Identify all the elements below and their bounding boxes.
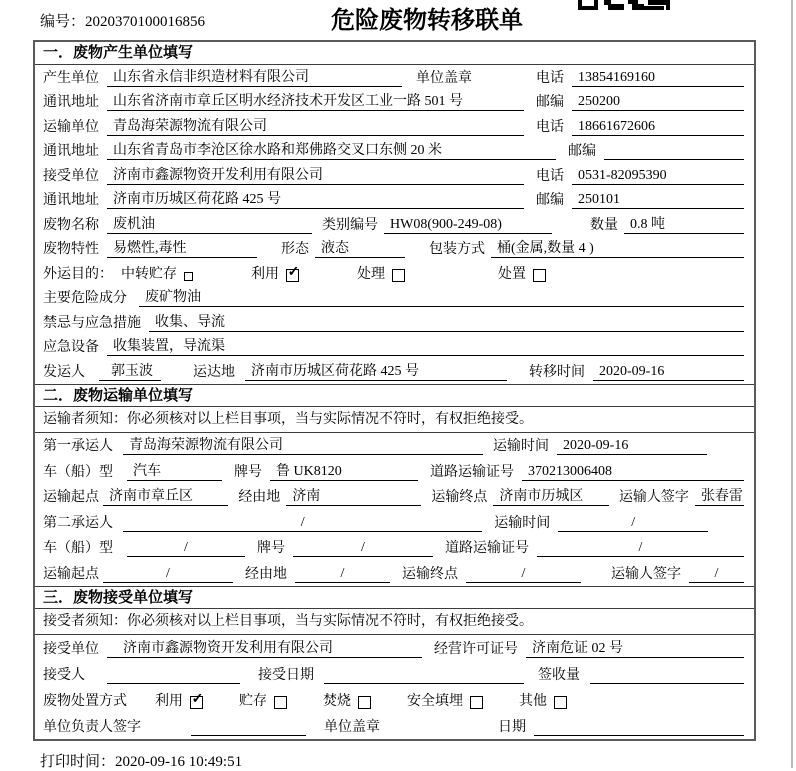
address-label: 通讯地址: [43, 95, 99, 110]
checkbox-option-treat: [357, 263, 405, 283]
zip-value: 250101: [572, 192, 744, 209]
manifest-form: [33, 40, 756, 741]
dispose-checkbox[interactable]: [533, 269, 546, 282]
page-title: 危险废物转移联单: [331, 8, 523, 34]
incinerate-checkbox[interactable]: [358, 696, 371, 709]
receiver-label: 接受单位: [43, 168, 99, 184]
road-license-blank-field: /: [537, 540, 744, 557]
serial-number-line: [40, 10, 205, 31]
acceptor-row: [35, 661, 754, 687]
acceptor-label: 接受人: [43, 667, 85, 683]
transporter-value: 青岛海荣源物流有限公司: [107, 115, 524, 136]
treat-checkbox[interactable]: [392, 269, 405, 282]
checkbox-option-other: [519, 690, 567, 710]
date-label: 日期: [498, 719, 526, 735]
disposal-label: 废物处置方式: [43, 693, 127, 709]
receiver-address-row: [35, 188, 754, 213]
phone-label: 电话: [536, 119, 564, 135]
producer-address-row: [35, 90, 754, 115]
zip-label: 邮编: [568, 144, 596, 159]
phone-value: 0531-82095390: [572, 168, 744, 185]
sign-quantity-label: 签收量: [538, 667, 580, 683]
transporter-address-row: [35, 139, 754, 164]
plate-value: 鲁 UK8120: [270, 460, 418, 481]
serial-value: 2020370100016856: [85, 14, 206, 30]
recycle-checkbox[interactable]: [190, 691, 204, 709]
vehicle-type-blank-field: /: [127, 540, 245, 557]
unit-seal-label: 单位盖章: [416, 70, 472, 86]
carrier1-value: 青岛海荣源物流有限公司: [123, 434, 483, 455]
via-label: 经由地: [245, 566, 287, 582]
receiver-notice: 接受者须知：你必须核对以上栏目事项，当与实际情况不符时，有权拒绝接受。: [35, 609, 754, 635]
waste-name-row: [35, 212, 754, 237]
transport-time-label: 运输时间: [493, 439, 549, 454]
checkbox-label: 贮存: [239, 693, 267, 709]
plate-label: 牌号: [257, 541, 285, 556]
checkbox-option-incinerate: [323, 690, 371, 710]
checkbox-label: 焚烧: [323, 693, 351, 709]
checkbox-label: 中转贮存: [121, 266, 177, 282]
producer-row: [35, 65, 754, 90]
address-value: 山东省青岛市李沧区徐水路和郑佛路交叉口东侧 20 米: [107, 139, 556, 160]
road-license-value: 370213006408: [522, 464, 744, 481]
transporter-row: [35, 114, 754, 139]
print-time-label: 打印时间：: [40, 754, 116, 770]
checkbox-option-recycle: [251, 263, 299, 283]
checkbox-label: 利用: [251, 266, 279, 282]
plate-label: 牌号: [234, 464, 262, 480]
check-mark: ✓: [287, 264, 300, 280]
waste-name-value: 废机油: [107, 213, 312, 234]
form-value: 液态: [315, 237, 405, 258]
emergency-measures-row: [35, 310, 754, 335]
waste-name-label: 废物名称: [43, 217, 99, 233]
vehicle-type-value: 汽车: [127, 460, 222, 481]
producer-label: 产生单位: [43, 70, 99, 86]
packaging-value: 桶(金属,数量 4 ): [491, 237, 744, 258]
carrier-sign-value: 张春雷: [695, 485, 744, 506]
unit-seal-label: 单位盖章: [324, 719, 380, 735]
route1-row: [35, 484, 754, 510]
transfer-time-value: 2020-09-16: [593, 364, 744, 381]
end-value: 济南市历城区: [493, 485, 609, 506]
carrier-sign-label: 运输人签字: [611, 566, 681, 582]
date-blank-field: [534, 735, 744, 736]
section3-header: 三．废物接受单位填写: [35, 586, 754, 609]
carrier1-row: [35, 433, 754, 459]
road-license-label: 道路运输证号: [445, 541, 529, 556]
carrier-sign-blank-field: /: [689, 566, 744, 583]
carrier-sign-label: 运输人签字: [618, 490, 689, 505]
origin-blank-field: /: [103, 566, 233, 583]
packaging-label: 包装方式: [429, 242, 485, 257]
shipper-row: [35, 359, 754, 384]
vehicle-type-label: 车（船）型: [43, 464, 113, 480]
print-time-value: 2020-09-16 10:49:51: [115, 754, 243, 770]
hazard-value: 废矿物油: [139, 286, 744, 307]
transit-storage-checkbox[interactable]: [184, 272, 193, 281]
accepting-unit-value: 济南市鑫源物资开发利用有限公司: [107, 637, 422, 658]
waste-characteristics-row: [35, 237, 754, 262]
checkbox-option-recycle: [155, 690, 203, 710]
accept-date-blank-field: [324, 683, 524, 684]
carrier2-row: [35, 509, 754, 535]
phone-value: 18661672606: [572, 119, 744, 136]
transporter-label: 运输单位: [43, 119, 99, 135]
check-mark: ✓: [191, 691, 204, 707]
zip-value: 250200: [572, 94, 744, 111]
road-license-label: 道路运输证号: [430, 464, 514, 480]
checkbox-option-dispose: [498, 263, 546, 283]
transfer-time-label: 转移时间: [529, 364, 585, 380]
responsible-sign-blank-field: [191, 735, 306, 736]
vehicle1-row: [35, 458, 754, 484]
accept-date-label: 接受日期: [258, 667, 314, 683]
quantity-label: 数量: [590, 217, 618, 233]
phone-value: 13854169160: [572, 70, 744, 87]
address-label: 通讯地址: [43, 144, 99, 159]
characteristics-value: 易燃性,毒性: [107, 237, 257, 258]
recycle-checkbox[interactable]: [286, 264, 300, 282]
phone-label: 电话: [536, 70, 564, 86]
address-label: 通讯地址: [43, 193, 99, 208]
category-label: 类别编号: [322, 217, 378, 233]
end-label: 运输终点: [431, 490, 488, 505]
transporter-notice: 运输者须知：你必须核对以上栏目事项，当与实际情况不符时，有权拒绝接受。: [35, 407, 754, 433]
other-checkbox[interactable]: [554, 696, 567, 709]
route2-row: [35, 560, 754, 586]
accepting-unit-row: [35, 635, 754, 661]
vehicle2-row: [35, 535, 754, 561]
equipment-value: 收集装置，导流渠: [107, 335, 744, 356]
equipment-label: 应急设备: [43, 340, 99, 355]
transport-time-blank-field: /: [558, 515, 708, 532]
zip-label: 邮编: [536, 193, 564, 208]
via-label: 经由地: [238, 490, 281, 505]
hazard-component-row: [35, 286, 754, 311]
carrier2-blank-field: /: [123, 515, 482, 532]
section2-header: 二．废物运输单位填写: [35, 384, 754, 407]
accepting-unit-label: 接受单位: [43, 641, 99, 657]
responsible-sign-label: 单位负责人签字: [43, 719, 141, 735]
checkbox-option-transit-storage: [121, 263, 193, 283]
purpose-label: 外运目的：: [43, 266, 113, 282]
emergency-equipment-row: [35, 335, 754, 360]
zip-label: 邮编: [536, 95, 564, 110]
disposal-method-row: [35, 687, 754, 713]
page-edge-divider: [791, 0, 793, 768]
receiver-value: 济南市鑫源物资开发利用有限公司: [107, 164, 524, 185]
transport-time-label: 运输时间: [494, 515, 551, 531]
checkbox-label: 处置: [498, 266, 526, 282]
category-value: HW08(900-249-08): [384, 217, 552, 234]
end-label: 运输终点: [402, 566, 458, 582]
address-value: 济南市历城区荷花路 425 号: [107, 188, 524, 209]
checkbox-option-storage: [239, 690, 287, 710]
origin-label: 运输起点: [43, 490, 99, 505]
producer-value: 山东省永信非织造材料有限公司: [107, 66, 402, 87]
taboo-value: 收集、导流: [149, 311, 744, 332]
acceptor-blank-field: [107, 683, 240, 684]
characteristics-label: 废物特性: [43, 242, 99, 257]
plate-blank-field: /: [293, 540, 433, 557]
transport-time-value: 2020-09-16: [557, 438, 707, 455]
checkbox-option-landfill: [407, 690, 483, 710]
sign-quantity-blank-field: [590, 683, 744, 684]
checkbox-label: 安全填埋: [407, 693, 463, 709]
receiver-row: [35, 163, 754, 188]
phone-label: 电话: [536, 168, 564, 184]
serial-label: 编号：: [40, 14, 86, 30]
origin-label: 运输起点: [43, 566, 99, 582]
responsible-sign-row: [35, 713, 754, 739]
shipper-value: 郭玉波: [99, 360, 161, 381]
destination-value: 济南市历城区荷花路 425 号: [245, 360, 507, 381]
quantity-value: 0.8 吨: [624, 213, 744, 234]
shipper-label: 发运人: [43, 364, 85, 380]
zip-blank-field: [604, 159, 744, 160]
storage-checkbox[interactable]: [274, 696, 287, 709]
landfill-checkbox[interactable]: [470, 696, 483, 709]
address-value: 山东省济南市章丘区明水经济技术开发区工业一路 501 号: [107, 90, 524, 111]
end-blank-field: /: [466, 566, 581, 583]
form-label: 形态: [281, 242, 309, 257]
carrier1-label: 第一承运人: [43, 439, 113, 454]
vehicle-type-label: 车（船）型: [43, 541, 113, 556]
section1-header: 一．废物产生单位填写: [35, 42, 754, 65]
checkbox-label: 其他: [519, 693, 547, 709]
carrier2-label: 第二承运人: [43, 515, 113, 531]
checkbox-label: 处理: [357, 266, 385, 282]
qr-code-icon: [578, 0, 670, 11]
via-value: 济南: [286, 485, 421, 506]
via-blank-field: /: [295, 566, 390, 583]
transfer-purpose-row: [35, 261, 754, 286]
permit-value: 济南危证 02 号: [526, 637, 744, 658]
origin-value: 济南市章丘区: [103, 485, 228, 506]
checkbox-label: 利用: [155, 693, 183, 709]
destination-label: 运达地: [193, 364, 235, 380]
permit-label: 经营许可证号: [434, 641, 518, 657]
taboo-label: 禁忌与应急措施: [43, 315, 141, 331]
hazard-label: 主要危险成分: [43, 291, 127, 306]
